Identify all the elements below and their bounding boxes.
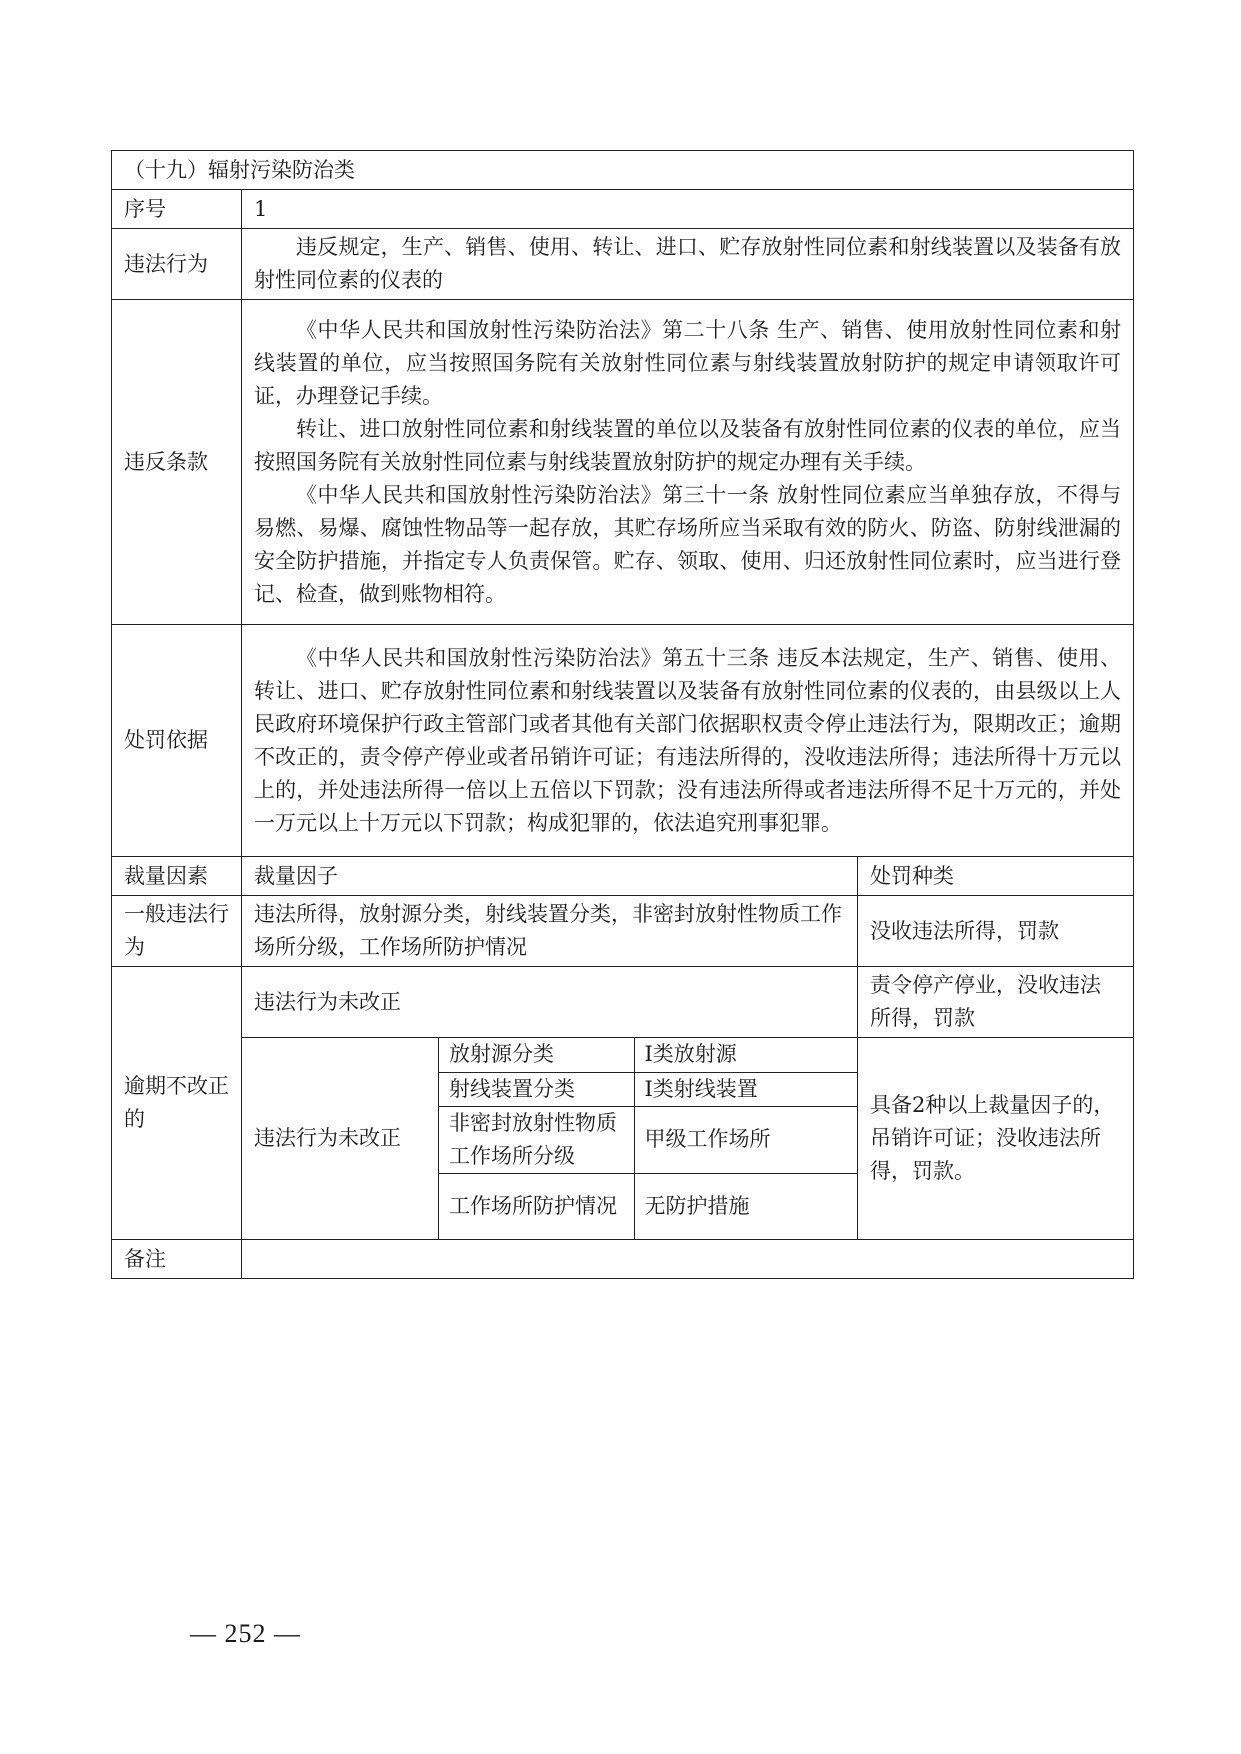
remarks-value (242, 1240, 1134, 1279)
general-factors: 违法所得，放射源分类，射线装置分类，非密封放射性物质工作场所分级，工作场所防护情况 (242, 896, 858, 967)
factor-heading: 裁量因子 (242, 857, 858, 896)
provisions-content (242, 300, 1134, 625)
overdue-factor-1: 违法行为未改正 (242, 967, 858, 1038)
penalty-type-heading: 处罚种类 (858, 857, 1134, 896)
page-number: — 252 — (190, 1619, 301, 1648)
discretion-table (111, 150, 1134, 1279)
violation-text: 违反规定，生产、销售、使用、转让、进口、贮存放射性同位素和射线装置以及装备有放射性同位素的仪表的 (254, 235, 1122, 292)
provisions-label: 违反条款 (112, 300, 242, 625)
overdue-penalty-2: 具备2种以上裁量因子的，吊销许可证；没收违法所得，罚款。 (858, 1038, 1134, 1240)
sub-factor-value: 无防护措施 (634, 1173, 858, 1239)
sub-factor-row (439, 1173, 858, 1239)
sub-factor-name: 非密封放射性物质工作场所分级 (439, 1106, 634, 1173)
discretion-label: 裁量因素 (112, 857, 242, 896)
overdue-row-1 (112, 967, 1134, 1038)
serial-value: 1 (242, 190, 1134, 229)
penalty-basis-content (242, 625, 1134, 857)
sub-factor-value: I类放射源 (634, 1038, 858, 1072)
penalty-basis-row (112, 625, 1134, 857)
overdue-row-2 (112, 1038, 1134, 1240)
provisions-row (112, 300, 1134, 625)
provision-paragraph: 《中华人民共和国放射性污染防治法》第三十一条 放射性同位素应当单独存放，不得与易燃、易爆、腐蚀性物品等一起存放，其贮存场所应当采取有效的防火、防盗、防射线泄漏的安全防护措施，并指定专人负责保管。贮存、领取、使用、归还放射性同位素时，应当进行登记、检查，做到账物相符。 (254, 482, 1122, 606)
provision-paragraph: 《中华人民共和国放射性污染防治法》第二十八条 生产、销售、使用放射性同位素和射线装置的单位，应当按照国务院有关放射性同位素与射线装置放射防护的规定申请领取许可证，办理登记手续。 (254, 317, 1122, 408)
sub-factor-row (439, 1072, 858, 1106)
overdue-label: 逾期不改正的 (112, 967, 242, 1240)
sub-factor-row (439, 1106, 858, 1173)
overdue-factor-2: 违法行为未改正 (242, 1038, 439, 1240)
serial-row (112, 190, 1134, 229)
sub-factor-value: 甲级工作场所 (634, 1106, 858, 1173)
sub-factor-name: 射线装置分类 (439, 1072, 634, 1106)
sub-factor-row (439, 1038, 858, 1072)
violation-row (112, 229, 1134, 300)
section-title: （十九）辐射污染防治类 (112, 151, 1134, 190)
sub-factor-name: 工作场所防护情况 (439, 1173, 634, 1239)
remarks-row (112, 1240, 1134, 1279)
general-violation-row (112, 896, 1134, 967)
sub-factor-name: 放射源分类 (439, 1038, 634, 1072)
sub-factor-cell (439, 1038, 858, 1240)
remarks-label: 备注 (112, 1240, 242, 1279)
overdue-penalty-1: 责令停产停业，没收违法所得，罚款 (858, 967, 1134, 1038)
sub-factor-table (439, 1038, 858, 1239)
penalty-basis-text: 《中华人民共和国放射性污染防治法》第五十三条 违反本法规定，生产、销售、使用、转让、进口、贮存放射性同位素和射线装置以及装备有放射性同位素的仪表的，由县级以上人民政府环境保护行政主管部门或者其他有关部门依据职权责令停止违法行为，限期改正；逾期不改正的，责令停产停业或者吊销许可证；有违法所得的，没收违法所得；违法所得十万元以上的，并处违法所得一倍以上五倍以下罚款；没有违法所得或者违法所得不足十万元的，并处一万元以上十万元以下罚款；构成犯罪的，依法追究刑事犯罪。 (254, 645, 1122, 835)
penalty-basis-label: 处罚依据 (112, 625, 242, 857)
violation-label: 违法行为 (112, 229, 242, 300)
discretion-header-row (112, 857, 1134, 896)
sub-factor-value: I类射线装置 (634, 1072, 858, 1106)
provision-paragraph: 转让、进口放射性同位素和射线装置的单位以及装备有放射性同位素的仪表的单位，应当按照国务院有关放射性同位素与射线装置放射防护的规定办理有关手续。 (254, 416, 1122, 474)
general-penalty: 没收违法所得，罚款 (858, 896, 1134, 967)
violation-content (242, 229, 1134, 300)
section-title-row (112, 151, 1134, 190)
general-violation-label: 一般违法行为 (112, 896, 242, 967)
serial-label: 序号 (112, 190, 242, 229)
